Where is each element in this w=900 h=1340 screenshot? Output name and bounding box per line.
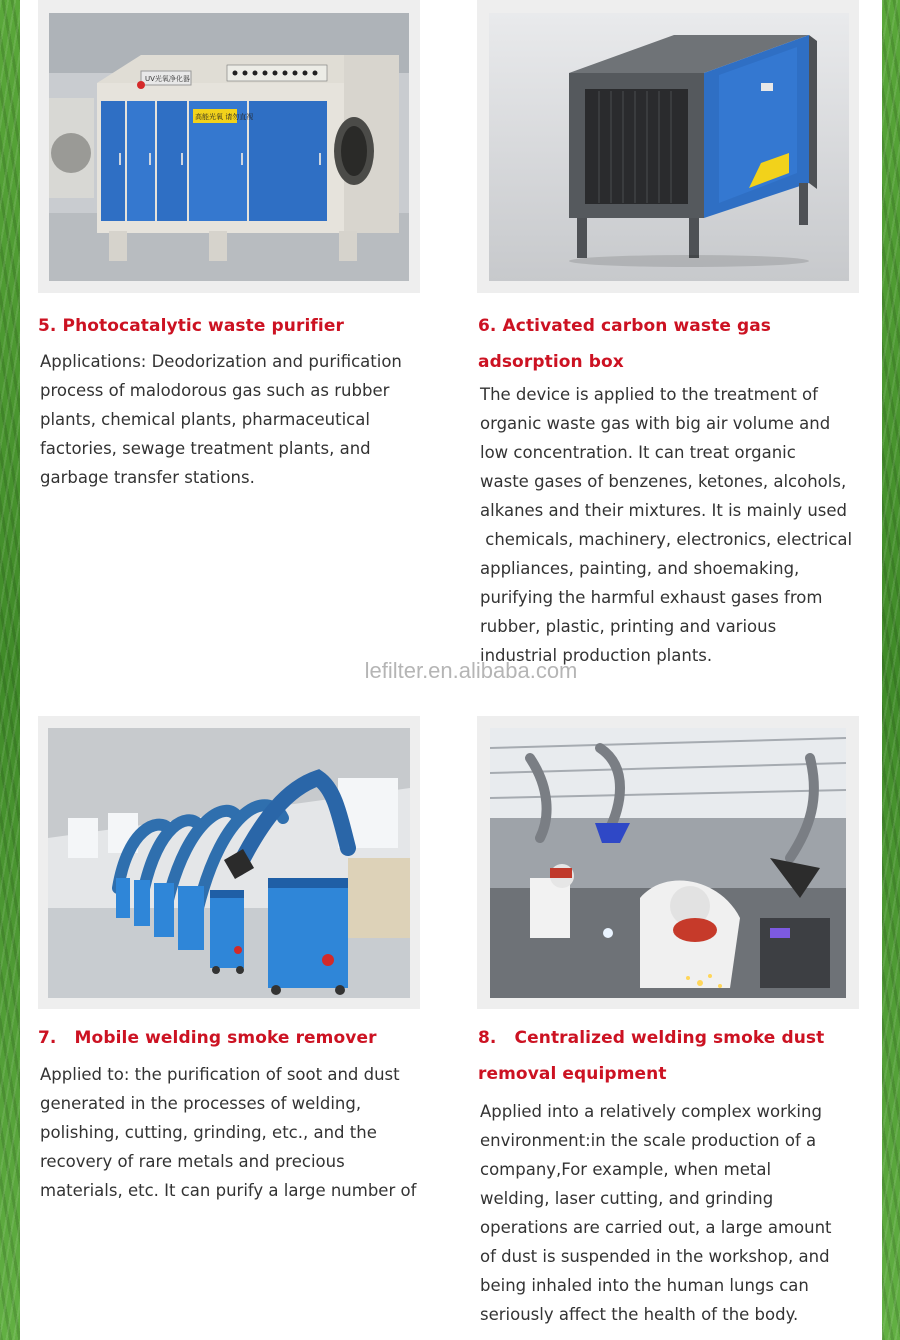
- carbon-adsorption-box-icon: [489, 13, 849, 281]
- description-line: of dust is suspended in the workshop, and: [480, 1247, 830, 1266]
- description-line: environment:in the scale production of a: [480, 1131, 817, 1150]
- watermark: lefilter.en.alibaba.com: [364, 658, 578, 683]
- description-line: Applied to: the purification of soot and dust: [40, 1065, 400, 1084]
- grass-border-left: [0, 0, 20, 1340]
- description-line: process of malodorous gas such as rubber: [40, 381, 390, 400]
- product-6-description: [480, 380, 870, 670]
- uv-purifier-cabinet-icon: [49, 13, 409, 281]
- product-7-photo-frame: [38, 716, 420, 1009]
- product-8-photo-frame: [477, 716, 859, 1009]
- product-page: [20, 0, 882, 1340]
- description-line: plants, chemical plants, pharmaceutical: [40, 410, 370, 429]
- product-6-heading: [478, 308, 860, 380]
- product-6-photo-frame: [477, 0, 859, 293]
- description-line: recovery of rare metals and precious: [40, 1152, 345, 1171]
- description-line: garbage transfer stations.: [40, 468, 255, 487]
- grass-border-right: [882, 0, 900, 1340]
- product-8-heading-line: 8. Centralized welding smoke dust: [478, 1028, 825, 1048]
- description-line: factories, sewage treatment plants, and: [40, 439, 371, 458]
- product-5-description: [40, 347, 422, 492]
- door-label-text: 高能光氧 请勿直视: [195, 113, 254, 121]
- description-line: materials, etc. It can purify a large number of: [40, 1181, 417, 1200]
- description-line: polishing, cutting, grinding, etc., and the: [40, 1123, 377, 1142]
- description-line: The device is applied to the treatment of: [480, 385, 818, 404]
- description-line: chemicals, machinery, electronics, electrical: [480, 530, 853, 549]
- description-line: purifying the harmful exhaust gases from: [480, 588, 823, 607]
- product-7-heading: [38, 1020, 428, 1056]
- description-line: generated in the processes of welding,: [40, 1094, 362, 1113]
- product-6-heading-line: 6. Activated carbon waste gas: [478, 316, 772, 336]
- product-7-heading-line: 7. Mobile welding smoke remover: [38, 1028, 377, 1048]
- product-5-photo-frame: [38, 0, 420, 293]
- description-line: waste gases of benzenes, ketones, alcohols,: [480, 472, 847, 491]
- description-line: being inhaled into the human lungs can: [480, 1276, 809, 1295]
- description-line: welding, laser cutting, and grinding: [480, 1189, 774, 1208]
- product-8-description: [480, 1097, 870, 1329]
- product-6-heading-line: adsorption box: [478, 352, 624, 372]
- description-line: low concentration. It can treat organic: [480, 443, 796, 462]
- product-5-heading: [38, 308, 420, 344]
- description-line: alkanes and their mixtures. It is mainly used: [480, 501, 848, 520]
- product-8-heading-line: removal equipment: [478, 1064, 667, 1084]
- description-line: rubber, plastic, printing and various: [480, 617, 777, 636]
- description-line: Applications: Deodorization and purification: [40, 352, 402, 371]
- description-line: seriously affect the health of the body.: [480, 1305, 799, 1324]
- description-line: organic waste gas with big air volume and: [480, 414, 831, 433]
- description-line: appliances, painting, and shoemaking,: [480, 559, 800, 578]
- description-line: company,For example, when metal: [480, 1160, 772, 1179]
- product-7-description: [40, 1060, 435, 1205]
- welding-workshop-icon: [490, 728, 846, 998]
- product-5-heading-line: 5. Photocatalytic waste purifier: [38, 316, 344, 336]
- product-8-heading: [478, 1020, 868, 1092]
- description-line: operations are carried out, a large amount: [480, 1218, 832, 1237]
- mobile-fume-extractors-icon: [48, 728, 410, 998]
- description-line: Applied into a relatively complex working: [480, 1102, 822, 1121]
- uv-sign-text: UV光氧净化器: [145, 75, 190, 83]
- description-line: industrial production plants.: [480, 646, 713, 665]
